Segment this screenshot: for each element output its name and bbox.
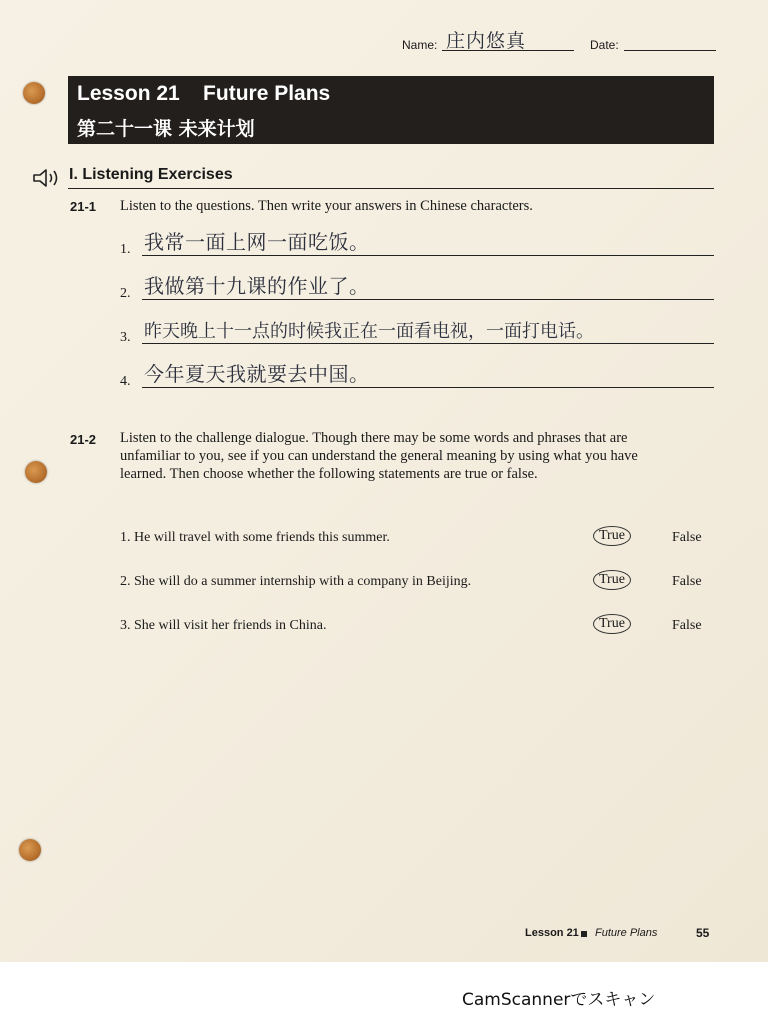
binder-hole-top bbox=[23, 82, 45, 104]
true-false-item-1 bbox=[120, 528, 714, 550]
answer-row-2[interactable] bbox=[120, 272, 714, 302]
name-value-handwritten[interactable]: 庄内悠真 bbox=[446, 30, 527, 52]
answer-text: 我常一面上网一面吃饭。 bbox=[144, 230, 370, 254]
date-label: Date: bbox=[590, 38, 619, 52]
footer-lesson: Lesson 21 bbox=[525, 927, 579, 939]
answer-number: 3. bbox=[120, 330, 131, 345]
answer-number: 2. bbox=[120, 286, 131, 301]
footer-title: Future Plans bbox=[595, 927, 658, 939]
answer-row-3[interactable] bbox=[120, 316, 714, 346]
lesson-title-chinese: 第二十一课 未来计划 bbox=[77, 118, 255, 140]
answer-line bbox=[142, 387, 714, 388]
exercise-2-number: 21-2 bbox=[70, 432, 97, 447]
answer-number: 1. bbox=[120, 242, 131, 257]
page-number: 55 bbox=[696, 926, 710, 940]
answer-line bbox=[142, 343, 714, 344]
section-title: I. Listening Exercises bbox=[69, 166, 233, 183]
name-date-row bbox=[400, 30, 720, 56]
answer-text: 昨天晚上十一点的时候我正在一面看电视，一面打电话。 bbox=[144, 321, 594, 342]
speaker-icon bbox=[32, 168, 64, 188]
answer-text: 今年夏天我就要去中国。 bbox=[144, 362, 370, 386]
lesson-title-english: Lesson 21 Future Plans bbox=[77, 82, 331, 105]
true-false-item-3 bbox=[120, 616, 714, 638]
true-option-circled[interactable]: True bbox=[593, 526, 631, 546]
section-divider bbox=[68, 188, 714, 189]
footer-square-bullet-icon bbox=[581, 931, 587, 937]
true-option-circled[interactable]: True bbox=[593, 614, 631, 634]
date-field-line[interactable] bbox=[624, 50, 716, 51]
binder-hole-bottom bbox=[19, 839, 41, 861]
answer-line bbox=[142, 255, 714, 256]
statement-text: 3. She will visit her friends in China. bbox=[120, 618, 327, 633]
false-option[interactable]: False bbox=[672, 574, 702, 589]
name-label: Name: bbox=[402, 38, 438, 52]
exercise-2-instruction: Listen to the challenge dialogue. Though there may be some words and phrases that are unfamiliar to you, see if you can understand the general meaning by using what you have learned. Then choose whether the following statements are true or false. bbox=[120, 430, 638, 482]
statement-text: 2. She will do a summer internship with a company in Beijing. bbox=[120, 574, 472, 589]
false-option[interactable]: False bbox=[672, 618, 702, 633]
page-footer bbox=[525, 925, 715, 945]
lesson-banner bbox=[68, 76, 714, 144]
exercise-1-number: 21-1 bbox=[70, 199, 97, 214]
scanner-watermark: CamScannerでスキャン bbox=[462, 990, 656, 1010]
answer-row-4[interactable] bbox=[120, 360, 714, 390]
answer-number: 4. bbox=[120, 374, 131, 389]
statement-text: 1. He will travel with some friends this summer. bbox=[120, 530, 390, 545]
true-option-circled[interactable]: True bbox=[593, 570, 631, 590]
false-option[interactable]: False bbox=[672, 530, 702, 545]
answer-row-1[interactable] bbox=[120, 228, 714, 258]
answer-line bbox=[142, 299, 714, 300]
binder-hole-middle bbox=[25, 461, 47, 483]
exercise-1-instruction: Listen to the questions. Then write your answers in Chinese characters. bbox=[120, 198, 533, 214]
true-false-item-2 bbox=[120, 572, 714, 594]
answer-text: 我做第十九课的作业了。 bbox=[144, 274, 370, 298]
